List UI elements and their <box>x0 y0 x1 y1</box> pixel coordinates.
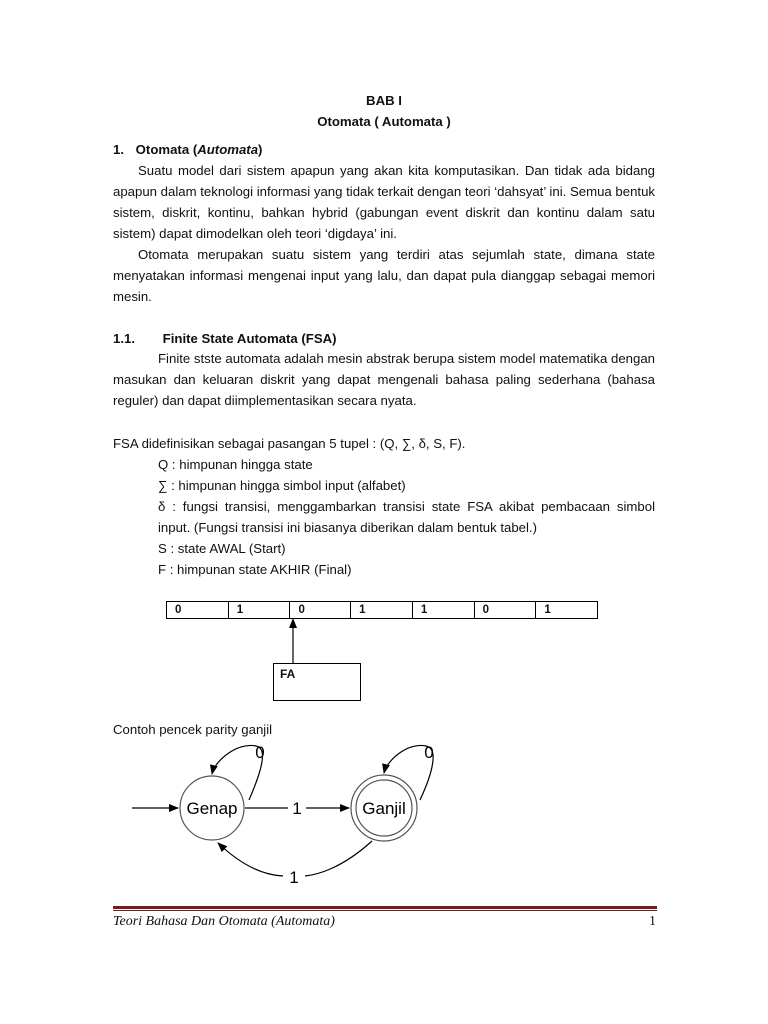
tuple-item: F : himpunan state AKHIR (Final) <box>158 562 352 577</box>
tape-cell: 1 <box>544 604 551 616</box>
section-1-number: 1. <box>113 142 124 157</box>
tuple-item: S : state AWAL (Start) <box>158 541 286 556</box>
edge-forward-label: 1 <box>292 799 302 818</box>
tape-cell: 0 <box>290 602 351 618</box>
section-1-title: Otomata ( <box>135 142 198 157</box>
section-1-1-paragraph: Finite stste automata adalah mesin abstrak berupa sistem model matematika dengan masukan dan keluaran diskrit yang dapat mengenali bahasa paling sederhana (bahasa reguler) dan dapat diimplementasikan secara nyata. <box>113 351 655 408</box>
footer-rule-thick <box>113 906 657 909</box>
tape-cell: 1 <box>413 602 475 618</box>
tuple-intro: FSA didefinisikan sebagai pasangan 5 tupel : (Q, ∑, δ, S, F). <box>113 436 466 451</box>
tape-cell: 1 <box>229 602 291 618</box>
section-1-paragraph-1: Suatu model dari sistem apapun yang akan kita komputasikan. Dan tidak ada bidang apapun dalam teknologi informasi yang tidak terkait dengan teori ‘dahsyat’ ini. Semua bentuk sistem, diskrit, kontinu, bahkan hybrid (gabungan event diskrit dan kontinu dalam satu sistem) dapat dimodelkan oleh teori ‘digdaya’ ini. <box>113 163 655 241</box>
tape-cell: 1 <box>351 602 413 618</box>
tape-cell: 0 <box>167 602 229 618</box>
example-caption: Contoh pencek parity ganjil <box>113 722 273 737</box>
edge-back-b <box>218 843 283 876</box>
tuple-item: δ : fungsi transisi, menggambarkan transisi state FSA akibat pembacaan simbol input. (Fungsi transisi ini biasanya diberikan dalam bentuk tabel.) <box>158 499 655 535</box>
state-genap-label: Genap <box>186 799 238 818</box>
tuple-item: Q : himpunan hingga state <box>158 457 313 472</box>
fa-label: FA <box>280 667 296 681</box>
section-1-title-close: ) <box>258 142 263 157</box>
tape-cell: 0 <box>475 602 537 618</box>
loop-ganjil-label: 0 <box>424 743 434 762</box>
chapter-title: Otomata ( Automata ) <box>317 114 451 129</box>
footer-rule-thin <box>113 910 657 911</box>
section-1-1-number: 1.1. <box>113 331 135 346</box>
section-1-paragraph-2: Otomata merupakan suatu sistem yang terdiri atas sejumlah state, dimana state menyatakan informasi mengenai input yang lalu, dan dapat pula dianggap sebagai memori mesin. <box>113 247 655 304</box>
footer-title: Teori Bahasa Dan Otomata (Automata) <box>113 914 335 929</box>
edge-back-a <box>305 841 372 876</box>
edge-back-label: 1 <box>289 868 299 887</box>
loop-genap-label: 0 <box>255 743 265 762</box>
section-1-title-italic: Automata <box>197 142 259 157</box>
page-number: 1 <box>649 914 656 929</box>
state-ganjil-label: Ganjil <box>362 799 406 818</box>
section-1-1-title: Finite State Automata (FSA) <box>162 331 337 346</box>
tuple-item: ∑ : himpunan hingga simbol input (alfabet) <box>158 478 406 493</box>
chapter-label: BAB I <box>366 93 402 108</box>
